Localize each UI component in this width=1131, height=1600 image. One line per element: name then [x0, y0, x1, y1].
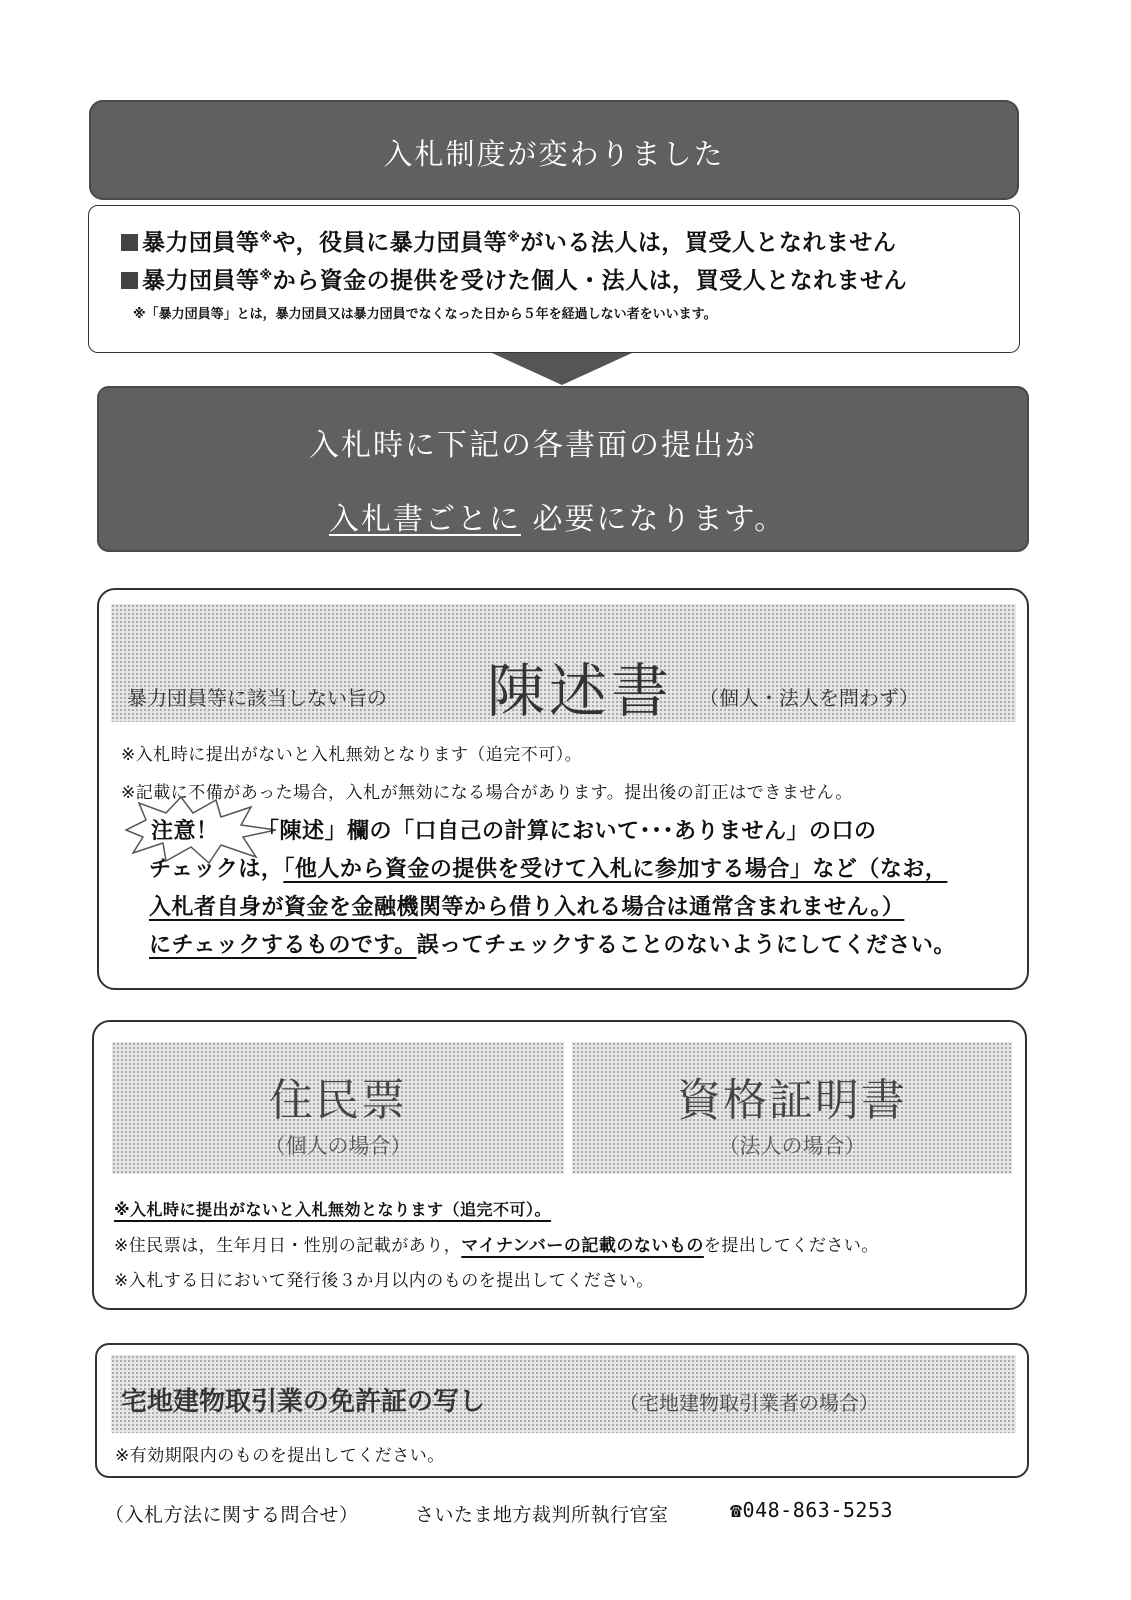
submit-banner	[97, 386, 1029, 552]
documents-note-2: ※住民票は，生年月日・性別の記載があり，マイナンバーの記載のないものを提出してください。	[114, 1236, 879, 1256]
footer-office: さいたま地方裁判所執行官室	[415, 1504, 669, 1526]
statement-note-1: ※入札時に提出がないと入札無効となります（追完不可）。	[121, 745, 583, 765]
statement-title: 陳述書	[487, 657, 674, 725]
warning-line-4: にチェックするものです。誤ってチェックすることのないようにしてください。	[149, 933, 956, 958]
residence-card-title: 住民票	[269, 1075, 407, 1126]
header-title: 入札制度が変わりました	[383, 137, 725, 171]
qualification-cert-panel	[572, 1042, 1012, 1174]
header-banner	[89, 100, 1019, 200]
statement-suffix: （個人・法人を問わず）	[699, 686, 919, 710]
statement-box	[97, 588, 1029, 990]
statement-note-2: ※記載に不備があった場合，入札が無効になる場合があります。提出後の訂正はできません。	[121, 783, 853, 803]
bullet-square-icon	[121, 234, 138, 251]
bullet-square-icon	[121, 272, 138, 289]
qualification-cert-title: 資格証明書	[677, 1075, 907, 1126]
warning-line-3: 入札者自身が資金を金融機関等から借り入れる場合は通常含まれません。）	[149, 895, 905, 920]
license-note: ※有効期限内のものを提出してください。	[115, 1446, 445, 1466]
license-suffix: （宅地建物取引業者の場合）	[619, 1391, 879, 1415]
statement-header	[111, 604, 1016, 725]
submit-banner-line2: 入札書ごとに 必要になります。	[329, 502, 787, 537]
residence-card-sub: （個人の場合）	[264, 1134, 412, 1158]
qualification-cert-sub: （法人の場合）	[718, 1134, 866, 1158]
down-arrow-icon	[492, 353, 632, 385]
footer-phone: ☎048-863-5253	[730, 1498, 894, 1522]
documents-box	[92, 1020, 1027, 1310]
license-box	[95, 1343, 1029, 1478]
license-title: 宅地建物取引業の免許証の写し	[121, 1387, 486, 1417]
footer-inquiry: （入札方法に関する問合せ）	[105, 1504, 359, 1526]
rule-line-1: 暴力団員等※や，役員に暴力団員等※がいる法人は，買受人となれません	[121, 224, 896, 257]
rules-box	[88, 205, 1020, 353]
residence-card-panel	[112, 1042, 564, 1174]
rule-line-2: 暴力団員等※から資金の提供を受けた個人・法人は，買受人となれません	[121, 262, 907, 295]
warning-badge: 注意！	[151, 819, 219, 844]
documents-note-1: ※入札時に提出がないと入札無効となります（追完不可）。	[114, 1200, 552, 1219]
warning-line-2: チェックは，「他人から資金の提供を受けて入札に参加する場合」など（なお，	[149, 857, 948, 882]
license-header	[111, 1355, 1016, 1433]
warning-line-1: 「陳述」欄の「口自己の計算において･･･ありません」の口の	[257, 819, 877, 844]
rules-footnote: ※「暴力団員等」とは，暴力団員又は暴力団員でなくなった日から５年を経過しない者をいいます。	[133, 307, 717, 322]
documents-note-3: ※入札する日において発行後３か月以内のものを提出してください。	[114, 1271, 654, 1291]
statement-prefix: 暴力団員等に該当しない旨の	[127, 686, 387, 710]
submit-banner-line1: 入札時に下記の各書面の提出が	[309, 428, 757, 463]
